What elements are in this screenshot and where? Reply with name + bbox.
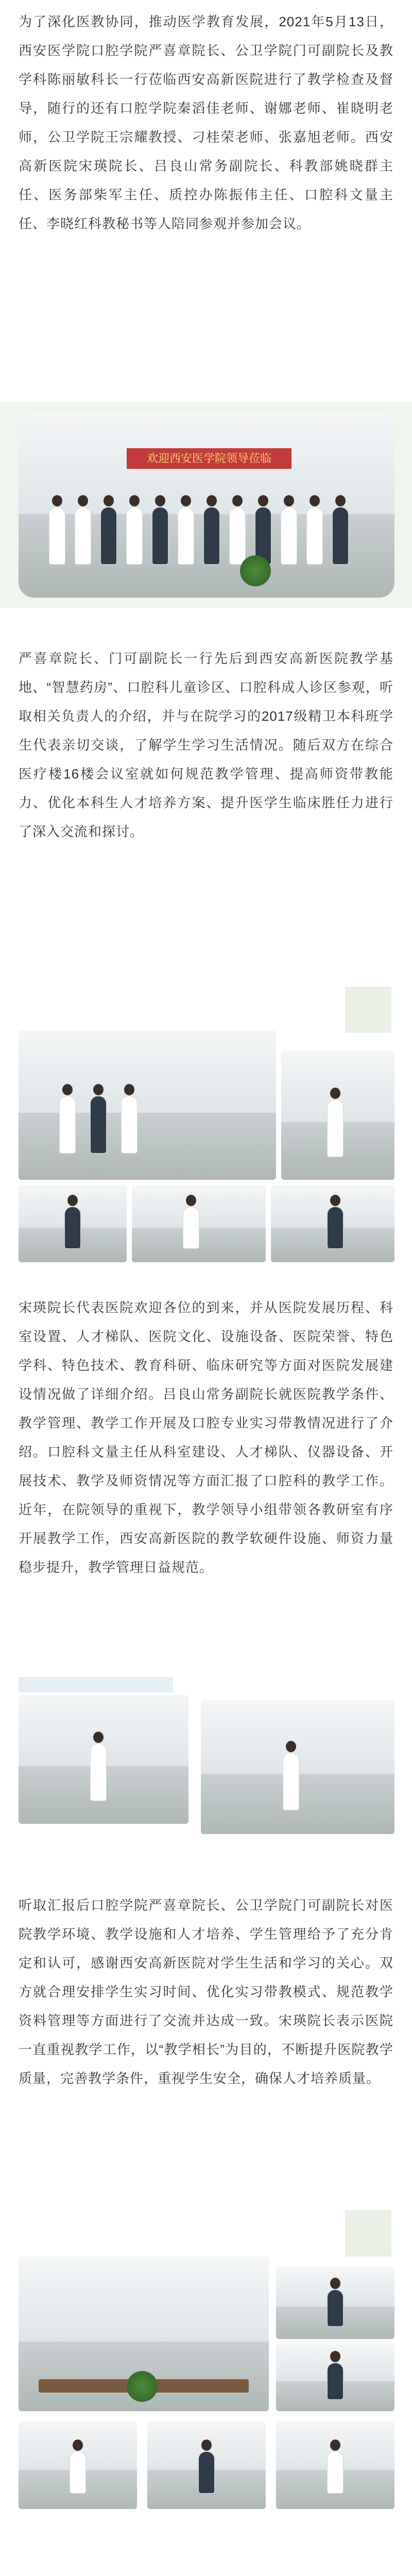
conference-photo-speaker-5[interactable] xyxy=(276,2421,394,2509)
conference-photo-main[interactable] xyxy=(19,2257,269,2411)
photo-person xyxy=(307,507,322,564)
photo-person xyxy=(328,2363,343,2399)
photo-person xyxy=(183,1207,199,1248)
photo-person xyxy=(60,1096,75,1153)
visit-photo-main[interactable] xyxy=(19,1030,276,1180)
photo-plant xyxy=(240,555,271,586)
paragraph-intro: 为了深化医教协同，推动医学教育发展，2021年5月13日，西安医学院口腔学院严喜章院长、公卫学院门可副院长及教学科陈丽敏科长一行莅临西安高新医院进行了教学检查及督导，随行的还有口腔学院秦滔佳老师、谢娜老师、崔晓明老师，公卫学院王宗耀教授、刁桂荣老师、张嘉旭老师。西安高新医院宋瑛院长、吕良山常务副院长、科教部姚晓群主任、医务部柴军主任、质控办陈振伟主任、口腔科文量主任、李晓红科教秘书等人陪同参观并参加会议。 xyxy=(19,14,393,231)
photo-wall xyxy=(19,2257,269,2342)
conference-photo-speaker-2[interactable] xyxy=(276,2344,394,2411)
conference-photo-speaker-3[interactable] xyxy=(19,2421,137,2509)
photo-person xyxy=(70,2452,85,2493)
meeting-photo-left[interactable] xyxy=(19,1695,188,1824)
photo-person xyxy=(281,507,297,564)
decor-green-square xyxy=(345,987,391,1033)
visit-photo-clinic-3[interactable] xyxy=(271,1185,394,1262)
photo-person xyxy=(49,507,65,564)
visit-photo-corridor[interactable] xyxy=(281,1051,394,1180)
photo-person xyxy=(178,507,194,564)
photo-person xyxy=(328,1100,343,1157)
paragraph-report: 宋瑛院长代表医院欢迎各位的到来，并从医院发展历程、科室设置、人才梯队、医院文化、设施设备、医院荣誉、特色学科、特色技术、教育科研、临床研究等方面对医院发展建设情况做了详细介绍。吕良山常务副院长就医院教学条件、教学管理、教学工作开展及口腔专业实习带教情况进行了介绍。口腔科文量主任从科室建设、人才梯队、仪器设备、开展技术、教学及师资情况等方面汇报了口腔科的教学工作。近年，在院领导的重视下，教学领导小组带领各教研室有序开展教学工作，西安高新医院的教学软硬件设施、师资力量稳步提升，教学管理日益规范。 xyxy=(19,1300,393,1575)
decor-blue-rect xyxy=(19,1677,173,1692)
conference-photo-speaker-1[interactable] xyxy=(276,2267,394,2339)
photo-plant xyxy=(127,2371,158,2402)
photo-person xyxy=(283,1753,299,1810)
group-photo[interactable] xyxy=(19,412,394,598)
photo-person xyxy=(101,507,116,564)
paragraph-visit: 严喜章院长、门可副院长一行先后到西安高新医院教学基地、“智慧药房”、口腔科儿童诊区、口腔科成人诊区参观，听取相关负责人的介绍，并与在院学习的2017级精卫本科班学生代表亲切交谈，了解学生学习生活情况。随后双方在综合医疗楼16楼会议室就如何规范教学管理、提高师资带教能力、优化本科生人才培养方案、提升医学生临床胜任力进行了深入交流和探讨。 xyxy=(19,651,393,839)
photo-floor xyxy=(19,1113,276,1180)
photo-wall xyxy=(132,1185,266,1228)
welcome-banner: 欢迎西安医学院领导莅临 xyxy=(127,448,291,469)
photo-person xyxy=(152,507,168,564)
photo-person xyxy=(127,507,142,564)
visit-photo-clinic-2[interactable] xyxy=(132,1185,266,1262)
paragraph-feedback: 听取汇报后口腔学院严喜章院长、公卫学院门可副院长对医院教学环境、教学设施和人才培养、学生管理给予了充分肯定和认可，感谢西安高新医院对学生生活和学习的关心。双方就合理安排学生实习时间、优化实习带教模式、规范教学资料管理等方面进行了交流并达成一致。宋瑛院长表示医院一直重视教学工作，以“教学相长”为目的，不断提升医院教学质量，完善教学条件，重视学生安全，确保人才培养质量。 xyxy=(19,1897,393,2086)
photo-person xyxy=(333,507,348,564)
decor-green-square-2 xyxy=(345,2210,391,2257)
photo-person xyxy=(91,1744,106,1801)
photo-floor xyxy=(132,1228,266,1263)
photo-person xyxy=(122,1096,137,1153)
photo-person xyxy=(75,507,91,564)
photo-person xyxy=(328,2290,343,2326)
photo-person xyxy=(199,2452,214,2493)
meeting-photo-right[interactable] xyxy=(201,1700,394,1834)
photo-person xyxy=(91,1096,106,1153)
photo-person xyxy=(230,507,245,564)
photo-person xyxy=(328,2452,343,2493)
visit-photo-clinic-1[interactable] xyxy=(19,1185,127,1262)
photo-person xyxy=(328,1207,343,1248)
photo-person xyxy=(204,507,219,564)
photo-wall xyxy=(19,1030,276,1113)
photo-person xyxy=(65,1207,80,1248)
conference-photo-speaker-4[interactable] xyxy=(147,2421,266,2509)
